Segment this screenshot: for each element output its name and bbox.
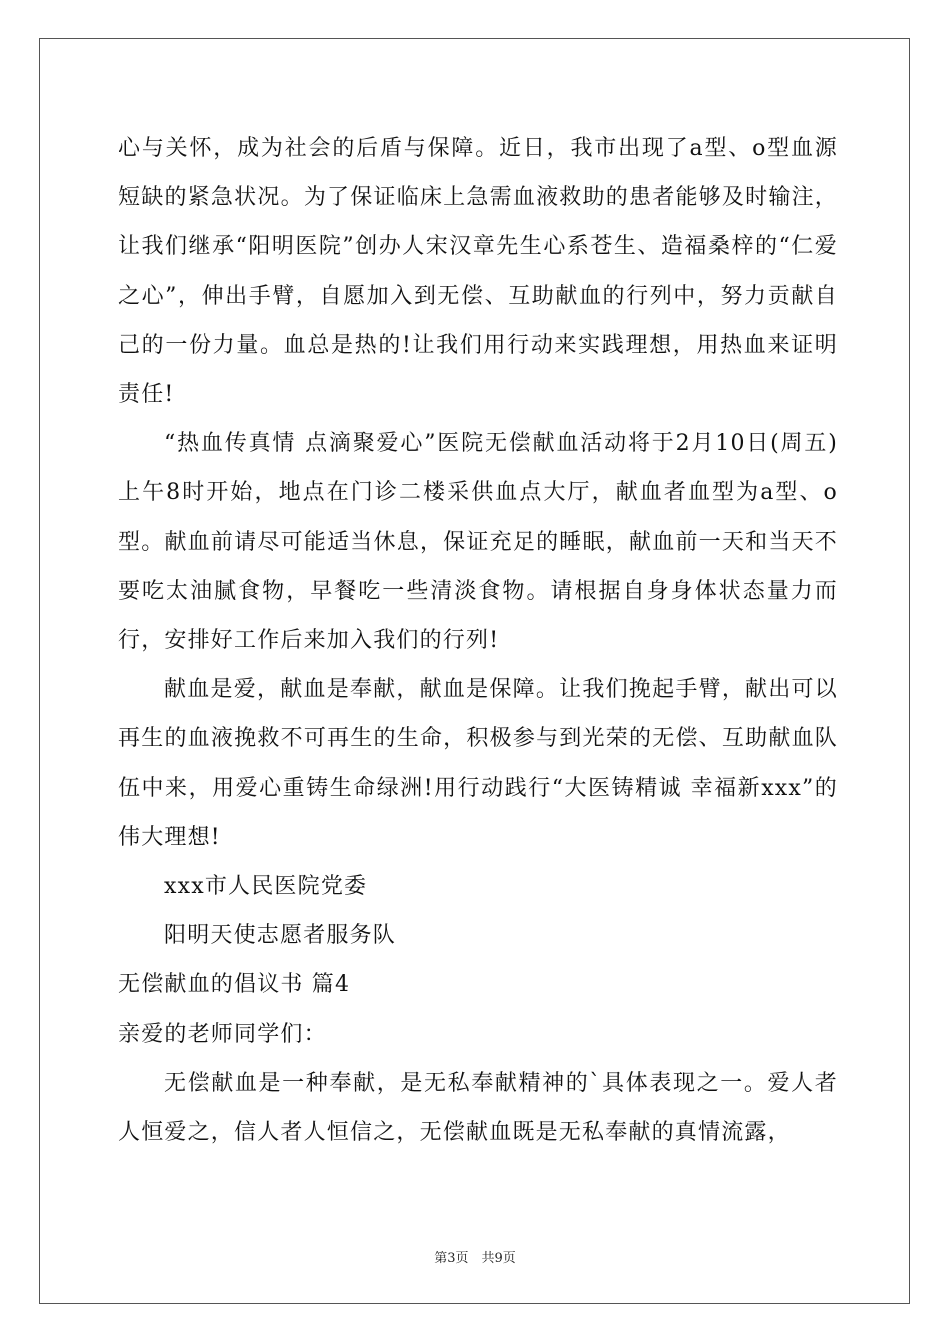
page-number: 第3页 共9页 xyxy=(434,1251,516,1266)
signature-party-committee: xxx市人民医院党委 xyxy=(164,874,368,900)
paragraph-appeal: 献血是爱，献血是奉献，献血是保障。让我们挽起手臂，献出可以再生的血液挽救不可再生的生命，积极参与到光荣的无偿、互助献血队伍中来，用爱心重铸生命绿洲!用行动践行“大医铸精诚 幸福新xxx”的伟大理想! xyxy=(118,677,838,850)
signature-volunteer-team: 阳明天使志愿者服务队 xyxy=(164,923,397,949)
paragraph-intro: 无偿献血是一种奉献，是无私奉献精神的`具体表现之一。爱人者人恒爱之，信人者人恒信之，无偿献血既是无私奉献的真情流露， xyxy=(118,1070,838,1146)
document-body xyxy=(118,124,838,1157)
paragraph-call-to-donate: 心与关怀，成为社会的后盾与保障。近日，我市出现了a型、o型血源短缺的紧急状况。为了保证临床上急需血液救助的患者能够及时输注，让我们继承“阳明医院”创办人宋汉章先生心系苍生、造福桑梓的“仁爱之心”，伸出手臂，自愿加入到无偿、互助献血的行列中，努力贡献自己的一份力量。血总是热的!让我们用行动来实践理想，用热血来证明责任! xyxy=(118,136,838,408)
salutation: 亲爱的老师同学们： xyxy=(118,1021,327,1047)
paragraph-event-details: “热血传真情 点滴聚爱心”医院无偿献血活动将于2月10日(周五)上午8时开始，地点在门诊二楼采供血点大厅，献血者血型为a型、o型。献血前请尽可能适当休息，保证充足的睡眠，献血前一天和当天不要吃太油腻食物，早餐吃一些清淡食物。请根据自身身体状态量力而行，安排好工作后来加入我们的行列! xyxy=(118,431,838,654)
section-heading: 无偿献血的倡议书 篇4 xyxy=(118,972,351,998)
